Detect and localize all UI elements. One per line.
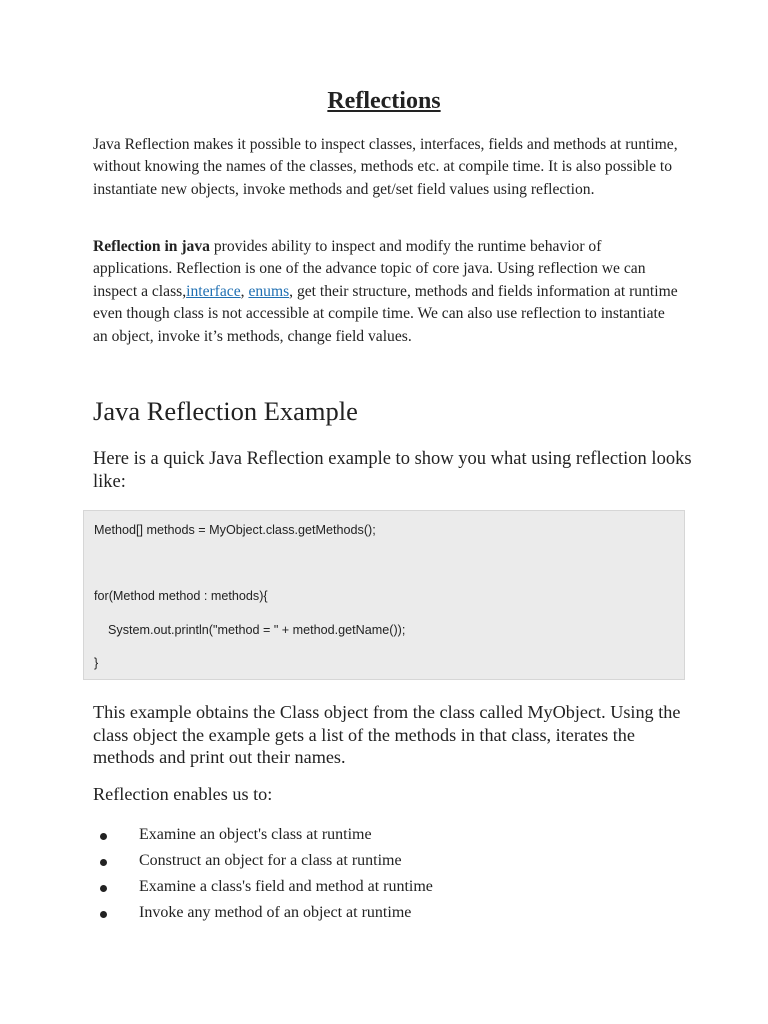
list-item [0, 852, 700, 876]
code-line: System.out.println("method = " + method.getName()); [108, 623, 406, 637]
enables-heading: Reflection enables us to: [93, 784, 273, 804]
reflection-text-a: provides ability to inspect and modify the runtime behavior of applications. Reflection is one of the advance topic of core java. Using reflection we can inspect a class, [93, 238, 646, 300]
section-heading: Java Reflection Example [93, 396, 358, 426]
list-item-text: Invoke any method of an object at runtime [139, 904, 412, 921]
bullet-icon [100, 885, 107, 892]
code-line: Method[] methods = MyObject.class.getMethods(); [94, 523, 376, 537]
intro-paragraph: Java Reflection makes it possible to inspect classes, interfaces, fields and methods at runtime, without knowing the names of the classes, methods etc. at compile time. It is also possible to instantiate new objects, invoke methods and get/set field values using reflection. [93, 136, 678, 198]
bullet-icon [100, 833, 107, 840]
example-intro: Here is a quick Java Reflection example to show you what using reflection looks like: [93, 449, 692, 492]
reflection-bold-term: Reflection in java [93, 238, 210, 255]
enums-link[interactable]: enums [248, 282, 290, 300]
reflection-paragraph [93, 236, 683, 348]
list-item-text: Examine an object's class at runtime [139, 826, 372, 843]
interface-link[interactable]: interface [186, 282, 241, 300]
page-title: Reflections [327, 88, 441, 114]
link-separator: , [240, 282, 249, 300]
bullet-icon [100, 911, 107, 918]
list-item-text: Examine a class's field and method at runtime [139, 878, 433, 895]
code-block [83, 510, 685, 680]
list-item [0, 904, 700, 928]
list-item [0, 826, 700, 850]
example-explanation: This example obtains the Class object from the class called MyObject. Using the class object the example gets a list of the methods in that class, iterates the methods and print out their names. [93, 702, 681, 767]
reflection-text-b: , get their structure, methods and fields information at runtime even though class is not accessible at compile time. We can also use reflection to instantiate an object, invoke it’s methods, change field values. [93, 282, 678, 345]
list-item-text: Construct an object for a class at runtime [139, 852, 402, 869]
list-item [0, 878, 700, 902]
code-line: for(Method method : methods){ [94, 589, 268, 603]
bullet-icon [100, 859, 107, 866]
code-line: } [94, 656, 99, 670]
